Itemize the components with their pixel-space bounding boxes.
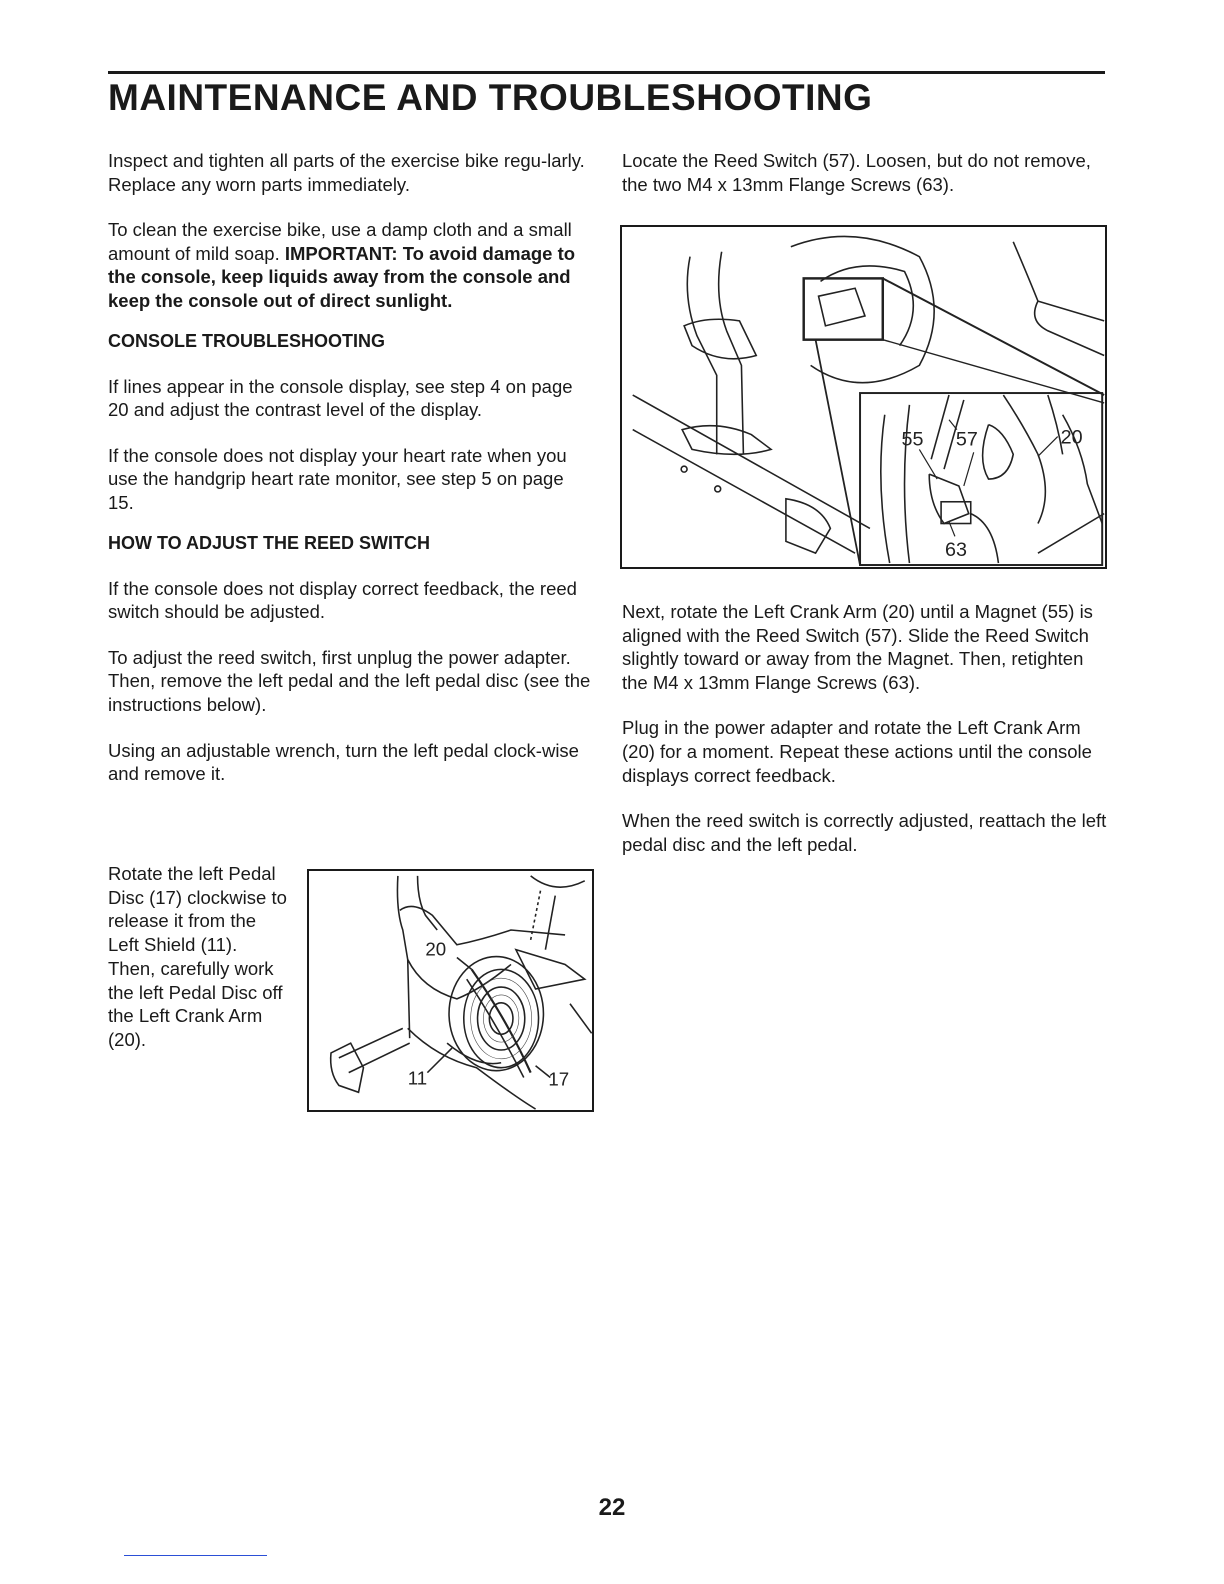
page-number: 22 <box>598 1494 626 1521</box>
right-column <box>622 149 1107 196</box>
locate-reed-paragraph: Locate the Reed Switch (57). Loosen, but do not remove, the two M4 x 13mm Flange Screws (63). <box>622 150 1091 195</box>
console-troubleshooting-heading: CONSOLE TROUBLESHOOTING <box>108 330 386 351</box>
cleaning-paragraph <box>108 218 593 312</box>
feedback-paragraph: If the console does not display correct feedback, the reed switch should be adjusted. <box>108 577 577 623</box>
callout-17: 17 <box>548 1068 570 1090</box>
reed-switch-figure <box>620 225 1107 569</box>
right-column-lower <box>622 600 1107 856</box>
wrench-paragraph: Using an adjustable wrench, turn the left pedal clock-wise and remove it. <box>108 739 579 785</box>
reattach-paragraph: When the reed switch is correctly adjusted, reattach the left pedal disc and the left pedal. <box>622 810 1107 855</box>
footer-line <box>124 1555 267 1556</box>
pedal-disc-figure <box>307 869 594 1112</box>
title-rule <box>108 71 1105 74</box>
heart-rate-paragraph: If the console does not display your heart rate when you use the handgrip heart rate monitor, see step 5 on page 15. <box>108 444 567 513</box>
cleaning-text: To clean the exercise bike, use a damp cloth and a small amount of mild soap. <box>108 219 572 264</box>
magnet-align-paragraph: Next, rotate the Left Crank Arm (20) until a Magnet (55) is aligned with the Reed Switch (57). Slide the Reed Switch slightly toward or away from the Magnet. Then, retighten the M4 x 13mm Flange Screws (63). <box>622 601 1093 693</box>
callout-11: 11 <box>407 1067 428 1089</box>
plug-in-paragraph: Plug in the power adapter and rotate the Left Crank Arm (20) for a moment. Repeat these actions until the console displays correct feedback. <box>622 717 1092 786</box>
reed-switch-illustration <box>622 227 1105 567</box>
callout-20: 20 <box>425 938 447 960</box>
reed-switch-heading: HOW TO ADJUST THE REED SWITCH <box>108 532 431 553</box>
important-warning: IMPORTANT: To avoid damage to the console, keep liquids away from the console and keep the console out of direct sunlight. <box>108 242 576 311</box>
callout-20: 20 <box>1060 426 1083 449</box>
page-title: MAINTENANCE AND TROUBLESHOOTING <box>108 77 873 118</box>
unplug-paragraph: To adjust the reed switch, first unplug the power adapter. Then, remove the left pedal and the left pedal disc (see the instructions below). <box>108 646 591 715</box>
rotate-disc-paragraph: Rotate the left Pedal Disc (17) clockwise to release it from the Left Shield (11). Then, carefully work the left Pedal Disc off the Left Crank Arm (20). <box>108 863 287 1050</box>
pedal-disc-illustration <box>309 871 592 1110</box>
left-column <box>108 149 593 786</box>
callout-57: 57 <box>955 428 978 451</box>
display-lines-paragraph: If lines appear in the console display, see step 4 on page 20 and adjust the contrast level of the display. <box>108 375 573 421</box>
callout-55: 55 <box>901 428 924 451</box>
inspect-paragraph: Inspect and tighten all parts of the exercise bike regu-larly. Replace any worn parts immediately. <box>108 150 585 195</box>
callout-63: 63 <box>945 539 968 562</box>
